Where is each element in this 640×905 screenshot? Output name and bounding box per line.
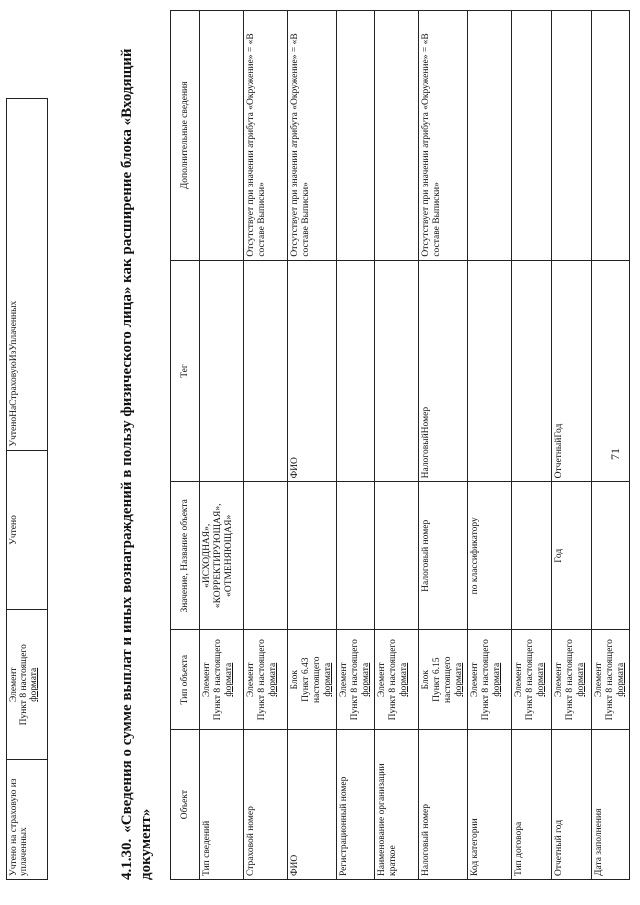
- cell-tag: [200, 260, 244, 482]
- section-heading: [118, 40, 156, 880]
- cell-extra: [592, 11, 630, 261]
- table-row: [337, 11, 375, 880]
- type-line: Элемент: [377, 662, 387, 697]
- cell-value: по классификатору: [468, 482, 512, 630]
- header-row: [171, 11, 200, 880]
- type-line: Элемент: [470, 662, 480, 697]
- cell-object: ФИО: [288, 730, 337, 880]
- type-line: Пункт 8 настоящего: [350, 639, 360, 721]
- table-row: [419, 11, 468, 880]
- cell-tag: [592, 260, 630, 482]
- cell-extra: [512, 11, 552, 261]
- cell-value: Налоговый номер: [419, 482, 468, 630]
- cell-object: Отчетный год: [552, 730, 592, 880]
- page-number: 71: [608, 448, 622, 460]
- type-line: формата: [224, 662, 234, 697]
- cell-type: [468, 630, 512, 730]
- cell-value: Год: [552, 482, 592, 630]
- type-line: формата: [29, 667, 39, 702]
- table-row: [200, 11, 244, 880]
- cell-tag: УчтеноНаСтраховуюИзУплаченных: [7, 99, 48, 451]
- type-line: Пункт 8 настоящего: [19, 644, 29, 726]
- cell-extra: [200, 11, 244, 261]
- table-body: [200, 11, 630, 880]
- type-line: Пункт 8 настоящего: [565, 639, 575, 721]
- cell-type: [288, 630, 337, 730]
- table-row: [7, 99, 48, 880]
- cell-type: [244, 630, 288, 730]
- cell-type: [337, 630, 375, 730]
- type-line: Элемент: [554, 662, 564, 697]
- type-line: формата: [268, 662, 278, 697]
- cell-type: [375, 630, 419, 730]
- cell-type: [200, 630, 244, 730]
- cell-object: Учтено на страховую из уплаченных: [7, 760, 48, 880]
- cell-extra: Отсутствует при значении атрибута «Окружение» = «В составе Выписки»: [244, 11, 288, 261]
- main-table: [170, 10, 630, 880]
- type-line: формата: [536, 662, 546, 697]
- table-row: [468, 11, 512, 880]
- cell-object: Тип договора: [512, 730, 552, 880]
- cell-type: [512, 630, 552, 730]
- type-line: Пункт 8 настоящего: [213, 639, 223, 721]
- cell-value: [592, 482, 630, 630]
- cell-extra: Отсутствует при значении атрибута «Окружение» = «В составе Выписки»: [288, 11, 337, 261]
- type-line: формата: [616, 662, 626, 697]
- type-line: Элемент: [202, 662, 212, 697]
- type-line: Пункт 6.15 настоящего: [432, 656, 453, 703]
- cell-extra: Отсутствует при значении атрибута «Окружение» = «В составе Выписки»: [419, 11, 468, 261]
- table-row: [592, 11, 630, 880]
- cell-tag: ФИО: [288, 260, 337, 482]
- cell-type: [592, 630, 630, 730]
- type-line: формата: [399, 662, 409, 697]
- cell-extra: [552, 11, 592, 261]
- cell-tag: [375, 260, 419, 482]
- type-line: Блок: [290, 670, 300, 690]
- column-header: Значение, Название объекта: [171, 482, 200, 630]
- cell-tag: [468, 260, 512, 482]
- type-line: Пункт 6.43 настоящего: [301, 656, 322, 703]
- type-line: Блок: [421, 670, 431, 690]
- type-line: Пункт 8 настоящего: [257, 639, 267, 721]
- cell-object: Дата заполнения: [592, 730, 630, 880]
- top-table: [6, 98, 48, 880]
- cell-value: [288, 482, 337, 630]
- cell-type: [419, 630, 468, 730]
- type-line: Элемент: [9, 667, 19, 703]
- type-line: формата: [454, 662, 464, 697]
- cell-extra: [375, 11, 419, 261]
- cell-extra: [468, 11, 512, 261]
- cell-object: Страховой номер: [244, 730, 288, 880]
- type-line: Пункт 8 настоящего: [605, 639, 615, 721]
- table-row: [552, 11, 592, 880]
- type-line: Элемент: [594, 662, 604, 697]
- cell-type: [7, 610, 48, 760]
- cell-value: [244, 482, 288, 630]
- column-header: Тег: [171, 260, 200, 482]
- type-line: формата: [492, 662, 502, 697]
- cell-tag: НалоговыйНомер: [419, 260, 468, 482]
- cell-tag: [244, 260, 288, 482]
- cell-tag: [337, 260, 375, 482]
- cell-extra: [337, 11, 375, 261]
- section-number: 4.1.30.: [119, 838, 135, 880]
- type-line: Элемент: [514, 662, 524, 697]
- cell-object: Тип сведений: [200, 730, 244, 880]
- cell-value: Учтено: [7, 450, 48, 610]
- type-line: формата: [323, 662, 333, 697]
- cell-tag: [512, 260, 552, 482]
- type-line: Пункт 8 настоящего: [525, 639, 535, 721]
- type-line: Пункт 8 настоящего: [481, 639, 491, 721]
- table-row: [244, 11, 288, 880]
- section-title: «Сведения о сумме выплат и иных вознаграждений в пользу физического лица» как расширение блока «Входящий документ»: [119, 48, 154, 880]
- cell-value: «ИСХОДНАЯ», «КОРРЕКТИРУЮЩАЯ», «ОТМЕНЯЮЩАЯ»: [200, 482, 244, 630]
- column-header: Тип объекта: [171, 630, 200, 730]
- type-line: формата: [361, 662, 371, 697]
- cell-value: [375, 482, 419, 630]
- cell-value: [337, 482, 375, 630]
- cell-object: Наименование организации краткое: [375, 730, 419, 880]
- table-row: [288, 11, 337, 880]
- type-line: Элемент: [246, 662, 256, 697]
- table-row: [512, 11, 552, 880]
- cell-object: Налоговый номер: [419, 730, 468, 880]
- cell-type: [552, 630, 592, 730]
- type-line: формата: [576, 662, 586, 697]
- cell-object: Код категории: [468, 730, 512, 880]
- column-header: Дополнительные сведения: [171, 11, 200, 261]
- cell-object: Регистрационный номер: [337, 730, 375, 880]
- table-row: [375, 11, 419, 880]
- cell-value: [512, 482, 552, 630]
- cell-tag: ОтчетныйГод: [552, 260, 592, 482]
- type-line: Элемент: [339, 662, 349, 697]
- type-line: Пункт 8 настоящего: [388, 639, 398, 721]
- column-header: Объект: [171, 730, 200, 880]
